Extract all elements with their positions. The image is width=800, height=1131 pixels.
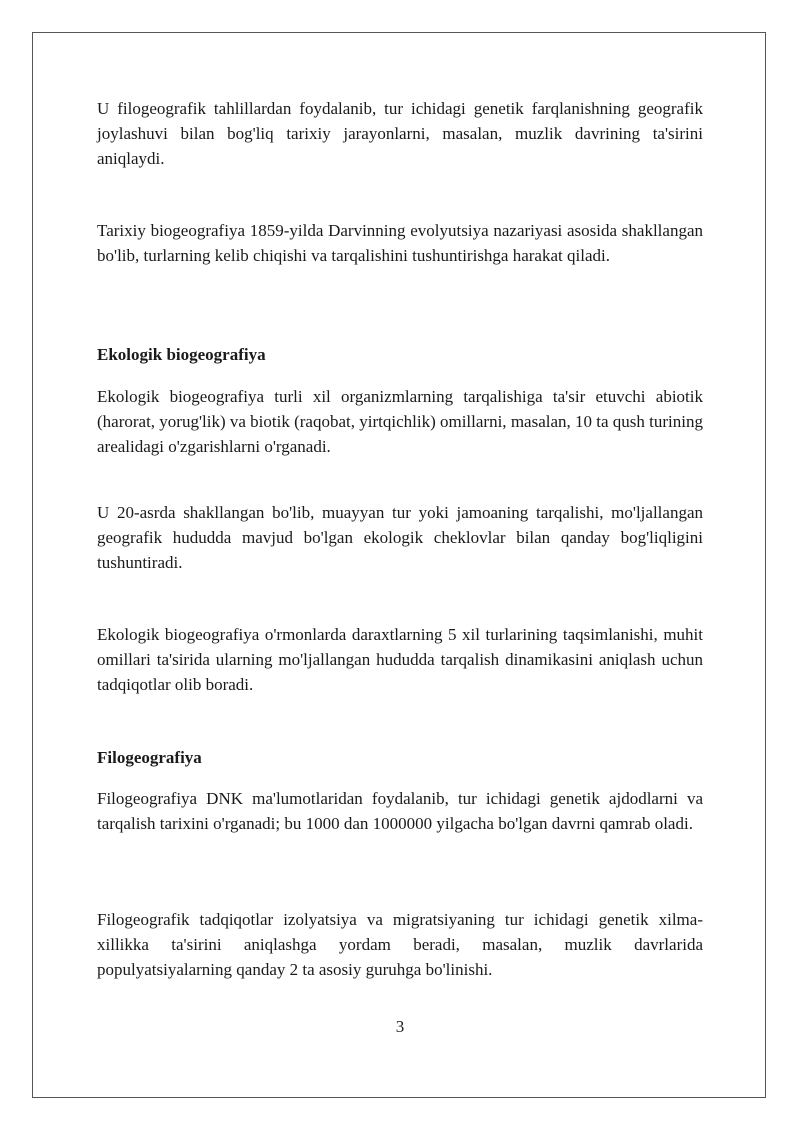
paragraph: Filogeografik tadqiqotlar izolyatsiya va migratsiyaning tur ichidagi genetik xilma-xillikka ta'sirini aniqlashga yordam beradi, masalan, muzlik davrlarida populyatsiyalarning qanday 2 ta asosiy guruhga bo'linishi. [97, 910, 703, 979]
paragraph: Tarixiy biogeografiya 1859-yilda Darvinning evolyutsiya nazariyasi asosida shakllangan bo'lib, turlarning kelib chiqishi va tarqalishini tushuntirishga harakat qiladi. [97, 221, 703, 265]
paragraph: Ekologik biogeografiya turli xil organizmlarning tarqalishiga ta'sir etuvchi abiotik (harorat, yorug'lik) va biotik (raqobat, yirtqichlik) omillarni, masalan, 10 ta qush turining arealidagi o'zgarishlarni o'rganadi. [97, 387, 703, 456]
paragraph: U 20-asrda shakllangan bo'lib, muayyan tur yoki jamoaning tarqalishi, mo'ljallangan geografik hududda mavjud bo'lgan ekologik cheklovlar bilan qanday bog'liqligini tushuntiradi. [97, 503, 703, 572]
paragraph: Ekologik biogeografiya o'rmonlarda daraxtlarning 5 xil turlarining taqsimlanishi, muhit omillari ta'sirida ularning mo'ljallangan hududda tarqalish dinamikasini aniqlash uchun tadqiqotlar olib boradi. [97, 625, 703, 694]
page-number: 3 [395, 1017, 405, 1036]
section-heading: Filogeografiya [97, 748, 202, 767]
paragraph: U filogeografik tahlillardan foydalanib, tur ichidagi genetik farqlanishning geografik joylashuvi bilan bog'liq tarixiy jarayonlarni, masalan, muzlik davrining ta'sirini aniqlaydi. [97, 99, 703, 168]
section-heading: Ekologik biogeografiya [97, 345, 266, 364]
paragraph: Filogeografiya DNK ma'lumotlaridan foydalanib, tur ichidagi genetik ajdodlarni va tarqalish tarixini o'rganadi; bu 1000 dan 1000000 yilgacha bo'lgan davrni qamrab oladi. [97, 789, 703, 833]
